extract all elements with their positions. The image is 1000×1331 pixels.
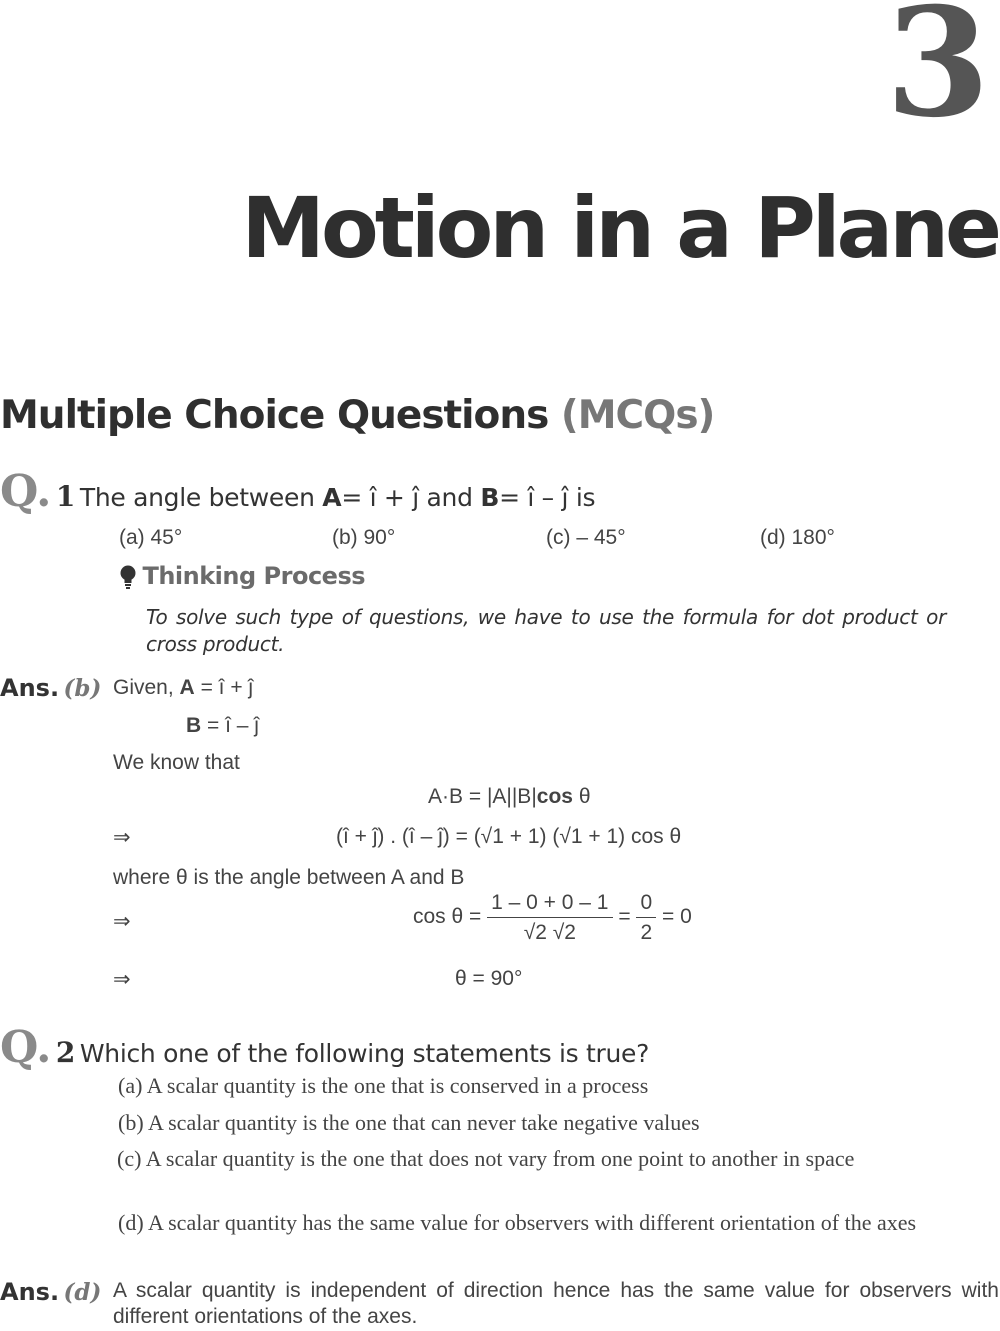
lightbulb-icon <box>118 564 138 595</box>
option-a: (a) A scalar quantity is the one that is conserved in a process <box>118 1073 649 1098</box>
question-text <box>80 483 595 512</box>
fraction-2-denominator: 2 <box>640 921 653 945</box>
chapter-title: Motion in a Plane <box>241 179 998 277</box>
implies-arrow-1: ⇒ <box>113 826 131 849</box>
vector-b: B <box>480 483 500 512</box>
section-title: Multiple Choice Questions <box>0 393 549 438</box>
question-1-header <box>0 466 596 517</box>
implies-arrow-2: ⇒ <box>113 910 131 933</box>
dot-formula-cos: cos <box>536 785 573 808</box>
option-b: (b) A scalar quantity is the one that can never take negative values <box>118 1110 700 1135</box>
fraction-2-numerator: 0 <box>636 890 656 918</box>
dot-product-formula <box>428 783 591 810</box>
dot-formula-left: A·B = |A||B| <box>428 785 537 808</box>
section-heading <box>0 393 715 438</box>
question-text: Which one of the following statements is true? <box>79 1039 650 1068</box>
answer-letter: (b) <box>63 675 102 702</box>
thinking-process-title: Thinking Process <box>142 562 366 590</box>
question-text-pre: The angle between <box>79 483 315 512</box>
question-marker: Q. <box>0 1022 52 1073</box>
dot-product-expansion: (î + ĵ) . (î – ĵ) = (√1 + 1) (√1 + 1) cos θ <box>336 825 682 848</box>
question-marker: Q. <box>0 466 52 517</box>
fraction-2 <box>636 890 656 945</box>
given-vector-a: A <box>179 676 195 699</box>
fraction-1-numerator: 1 – 0 + 0 – 1 <box>487 890 612 918</box>
question-text-and: and <box>426 483 473 512</box>
option-b: (b) 90° <box>332 526 396 549</box>
question-2-header <box>0 1022 650 1073</box>
given-prefix: Given, <box>113 676 174 699</box>
dot-formula-theta: θ <box>578 785 591 808</box>
question-number: 1 <box>55 480 76 513</box>
implies-arrow-3: ⇒ <box>113 968 131 991</box>
answer-2-text: A scalar quantity is independent of direction hence has the same value for observers with different orientations of the axes. <box>113 1279 999 1329</box>
option-c: (c) – 45° <box>546 526 626 549</box>
fraction-1-denominator: √2 √2 <box>523 921 576 945</box>
given-b-line <box>186 712 259 739</box>
option-c: (c) A scalar quantity is the one that does not vary from one point to another in space <box>117 1146 855 1171</box>
we-know-line: We know that <box>113 751 240 774</box>
equals-zero: = 0 <box>661 905 692 929</box>
given-vector-b: B <box>186 714 202 737</box>
equals-sign: = <box>618 905 631 929</box>
given-b-eq: = î – ĵ <box>207 714 259 737</box>
thinking-process-heading <box>118 562 365 595</box>
option-a: (a) 45° <box>119 526 183 549</box>
cos-theta-calculation <box>413 890 692 945</box>
thinking-process-text: To solve such type of questions, we have to use the formula for dot product or cross product. <box>146 605 946 656</box>
option-d: (d) A scalar quantity has the same value for observers with different orientation of the axes <box>118 1210 917 1235</box>
answer-label: Ans. <box>0 674 60 702</box>
result-line: θ = 90° <box>455 967 523 990</box>
vector-b-eq: = î – ĵ <box>499 483 569 512</box>
fraction-1 <box>487 890 612 945</box>
question-text-post: is <box>575 483 596 512</box>
answer-label: Ans. <box>0 1278 60 1306</box>
option-d: (d) 180° <box>760 526 835 549</box>
vector-a: A <box>322 483 342 512</box>
given-a-line <box>113 674 253 701</box>
cos-theta-left: cos θ = <box>413 905 482 929</box>
where-line: where θ is the angle between A and B <box>113 866 465 889</box>
given-a-eq: = î + ĵ <box>200 676 254 699</box>
answer-2-label <box>0 1278 101 1306</box>
chapter-number: 3 <box>885 0 990 151</box>
vector-a-eq: = î + ĵ <box>341 483 419 512</box>
question-number: 2 <box>55 1036 76 1069</box>
answer-letter: (d) <box>63 1279 102 1306</box>
answer-1-label <box>0 674 101 702</box>
section-abbr: (MCQs) <box>560 393 715 438</box>
